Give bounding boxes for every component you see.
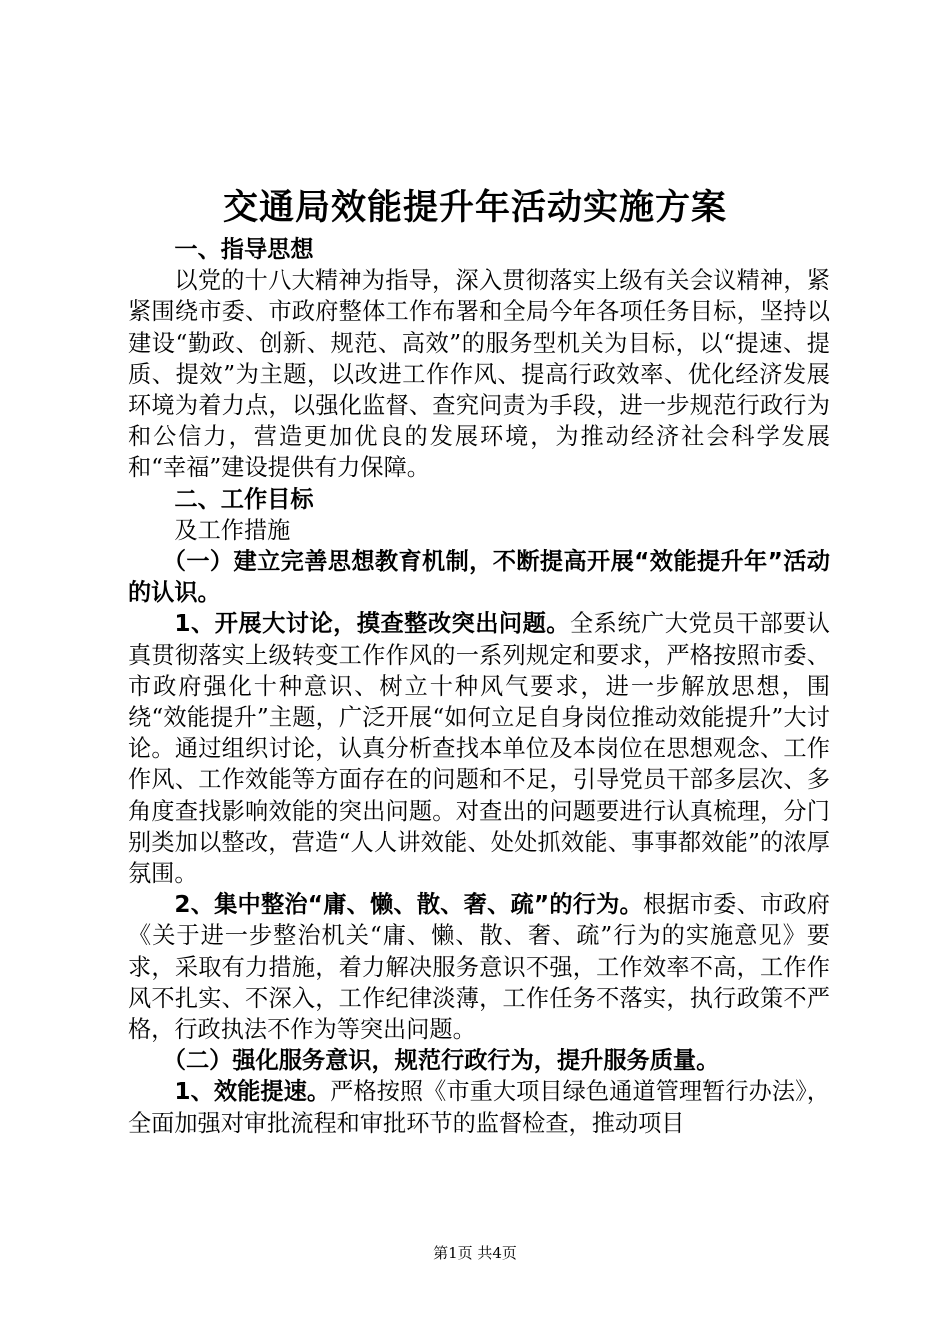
paragraph-item-efficiency-speedup [128,1076,830,1138]
document-title: 交通局效能提升年活动实施方案 [222,188,727,228]
subsection-heading-education-mechanism: （一）建立完善思想教育机制，不断提高开展“效能提升年”活动的认识。 [128,548,830,607]
section-heading-guiding-ideology: 一、指导思想 [174,236,314,263]
paragraph-item-discussion [128,608,830,889]
paragraph-guiding-ideology: 以党的十八大精神为指导，深入贯彻落实上级有关会议精神，紧紧围绕市委、市政府整体工作布署和全局今年各项任务目标，坚持以建设“勤政、创新、规范、高效”的服务型机关为目标，以“提速、提质、提效”为主题，以改进工作作风、提高行政效率、优化经济发展环境为着力点，以强化监督、查究问责为手段，进一步规范行政行为和公信力，营造更加优良的发展环境，为推动经济社会科学发展和“幸福”建设提供有力保障。 [128,267,830,482]
section-heading-work-goals: 二、工作目标 [174,485,314,513]
item-lead-discussion: 1、开展大讨论，摸查整改突出问题。 [174,610,570,638]
item-body-rectification: 根据市委、市政府《关于进一步整治机关“庸、懒、散、奢、疏”行为的实施意见》要求，采取有力措施，着力解决服务意识不强，工作效率不高，工作作风不扎实、不深入，工作纪律淡薄，工作任务不落实，执行政策不严格，行政执法不作为等突出问题。 [128,891,830,1044]
page-number-footer: 第1页 共4页 [433,1244,517,1262]
item-body-efficiency-speedup: 严格按照《市重大项目绿色通道管理暂行办法》，全面加强对审批流程和审批环节的监督检查，推动项目 [128,1078,830,1137]
section-subtitle-work-measures: 及工作措施 [174,516,291,544]
subsection-heading-service-awareness: （二）强化服务意识，规范行政行为，提升服务质量。 [162,1047,720,1075]
document-body [128,234,830,1139]
item-lead-rectification: 2、集中整治“庸、懒、散、奢、疏”的行为。 [174,891,643,919]
paragraph-item-rectification [128,889,830,1045]
item-body-discussion: 全系统广大党员干部要认真贯彻落实上级转变工作作风的一系列规定和要求，严格按照市委、市政府强化十种意识、树立十种风气要求，进一步解放思想，围绕“效能提升”主题，广泛开展“如何立足自身岗位推动效能提升”大讨论。通过组织讨论，认真分析查找本单位及本岗位在思想观念、工作作风、工作效能等方面存在的问题和不足，引导党员干部多层次、多角度查找影响效能的突出问题。对查出的问题要进行认真梳理，分门别类加以整改，营造“人人讲效能、处处抓效能、事事都效能”的浓厚氛围。 [128,610,830,888]
item-lead-efficiency-speedup: 1、效能提速。 [174,1078,331,1106]
